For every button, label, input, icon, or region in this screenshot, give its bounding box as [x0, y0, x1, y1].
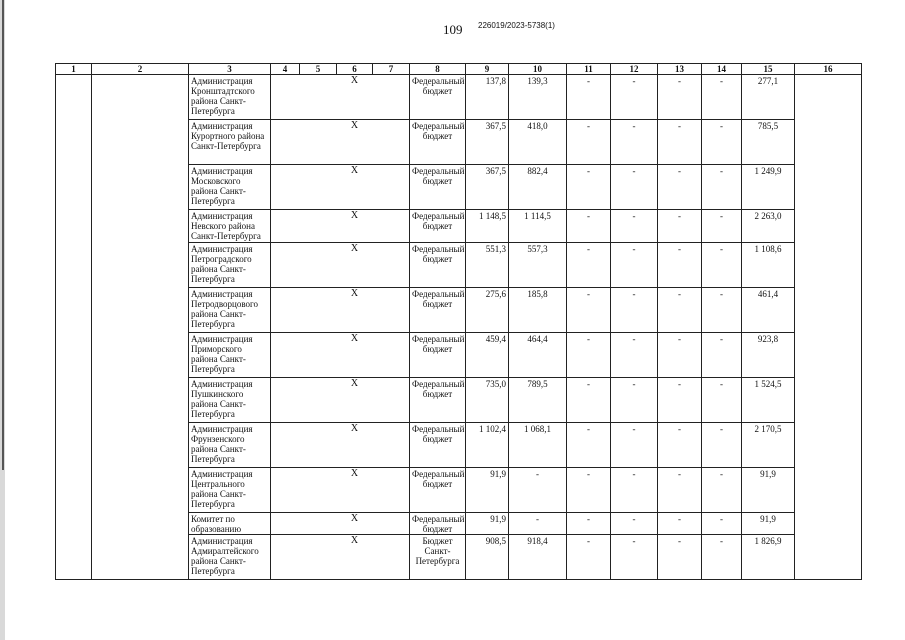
value-cell: -: [611, 423, 658, 468]
empty-cell: [92, 165, 189, 210]
empty-cell: [795, 210, 862, 243]
funding-source-cell: Федеральный бюджет: [410, 165, 466, 210]
value-cell: -: [611, 535, 658, 580]
value-cell: -: [658, 513, 702, 535]
value-cell: -: [658, 210, 702, 243]
value-cell: -: [611, 513, 658, 535]
empty-cell: [795, 468, 862, 513]
empty-cell: [271, 120, 300, 165]
total-value-cell: 1 249,9: [742, 165, 795, 210]
value-cell: -: [611, 243, 658, 288]
table-row: [56, 468, 862, 513]
mark-cell: X: [337, 210, 373, 243]
mark-cell: X: [337, 513, 373, 535]
empty-cell: [795, 423, 862, 468]
column-header: 15: [742, 64, 795, 75]
table-row: [56, 378, 862, 423]
value-cell: -: [658, 468, 702, 513]
value-cell: 275,6: [466, 288, 509, 333]
value-cell: 464,4: [509, 333, 567, 378]
value-cell: -: [611, 468, 658, 513]
funding-source-cell: Федеральный бюджет: [410, 120, 466, 165]
value-cell: -: [611, 378, 658, 423]
funding-source-cell: Федеральный бюджет: [410, 243, 466, 288]
value-cell: -: [611, 210, 658, 243]
empty-cell: [271, 333, 300, 378]
empty-cell: [92, 288, 189, 333]
value-cell: 918,4: [509, 535, 567, 580]
funding-source-cell: Федеральный бюджет: [410, 288, 466, 333]
table-row: [56, 120, 862, 165]
document-id: 226019/2023-5738(1): [478, 21, 555, 30]
empty-cell: [56, 378, 92, 423]
table-row: [56, 535, 862, 580]
value-cell: -: [509, 468, 567, 513]
empty-cell: [300, 120, 337, 165]
mark-cell: X: [337, 75, 373, 120]
column-header: 1: [56, 64, 92, 75]
empty-cell: [795, 243, 862, 288]
empty-cell: [92, 75, 189, 120]
value-cell: -: [702, 535, 742, 580]
empty-cell: [373, 468, 410, 513]
empty-cell: [56, 210, 92, 243]
empty-cell: [795, 165, 862, 210]
column-header: 13: [658, 64, 702, 75]
organisation-name-cell: Администрация Кронштадтского района Санкт-Петербурга: [189, 75, 271, 120]
value-cell: -: [509, 513, 567, 535]
value-cell: -: [658, 333, 702, 378]
funding-source-cell: Федеральный бюджет: [410, 210, 466, 243]
mark-cell: X: [337, 378, 373, 423]
mark-cell: X: [337, 535, 373, 580]
value-cell: 1 114,5: [509, 210, 567, 243]
value-cell: -: [702, 210, 742, 243]
value-cell: -: [702, 333, 742, 378]
value-cell: -: [567, 333, 611, 378]
value-cell: -: [658, 75, 702, 120]
column-header: 5: [300, 64, 337, 75]
table-row: [56, 210, 862, 243]
value-cell: -: [611, 288, 658, 333]
empty-cell: [271, 243, 300, 288]
empty-cell: [92, 423, 189, 468]
empty-cell: [795, 120, 862, 165]
value-cell: 91,9: [466, 468, 509, 513]
empty-cell: [373, 535, 410, 580]
page-number: 109: [443, 22, 463, 37]
table-row: [56, 288, 862, 333]
empty-cell: [56, 288, 92, 333]
funding-source-cell: Федеральный бюджет: [410, 513, 466, 535]
value-cell: 735,0: [466, 378, 509, 423]
value-cell: -: [567, 75, 611, 120]
total-value-cell: 2 170,5: [742, 423, 795, 468]
value-cell: -: [567, 468, 611, 513]
value-cell: -: [567, 535, 611, 580]
empty-cell: [92, 513, 189, 535]
empty-cell: [92, 378, 189, 423]
value-cell: -: [567, 423, 611, 468]
empty-cell: [795, 288, 862, 333]
organisation-name-cell: Администрация Невского района Санкт-Петербурга: [189, 210, 271, 243]
table-row: [56, 165, 862, 210]
column-header: 2: [92, 64, 189, 75]
column-header: 16: [795, 64, 862, 75]
funding-source-cell: Бюджет Санкт-Петербурга: [410, 535, 466, 580]
funding-source-cell: Федеральный бюджет: [410, 378, 466, 423]
empty-cell: [795, 513, 862, 535]
total-value-cell: 91,9: [742, 468, 795, 513]
value-cell: -: [658, 120, 702, 165]
column-header: 7: [373, 64, 410, 75]
organisation-name-cell: Администрация Адмиралтейского района Санкт-Петербурга: [189, 535, 271, 580]
empty-cell: [271, 378, 300, 423]
empty-cell: [300, 535, 337, 580]
value-cell: -: [567, 165, 611, 210]
empty-cell: [373, 288, 410, 333]
value-cell: 1 068,1: [509, 423, 567, 468]
value-cell: -: [702, 288, 742, 333]
value-cell: 459,4: [466, 333, 509, 378]
value-cell: -: [611, 75, 658, 120]
mark-cell: X: [337, 120, 373, 165]
value-cell: -: [702, 378, 742, 423]
empty-cell: [300, 513, 337, 535]
empty-cell: [92, 210, 189, 243]
empty-cell: [92, 468, 189, 513]
empty-cell: [92, 120, 189, 165]
value-cell: 137,8: [466, 75, 509, 120]
value-cell: -: [702, 243, 742, 288]
organisation-name-cell: Администрация Петродворцового района Санкт-Петербурга: [189, 288, 271, 333]
organisation-name-cell: Администрация Московского района Санкт-Петербурга: [189, 165, 271, 210]
empty-cell: [92, 535, 189, 580]
value-cell: -: [611, 333, 658, 378]
empty-cell: [373, 243, 410, 288]
column-header: 8: [410, 64, 466, 75]
mark-cell: X: [337, 288, 373, 333]
budget-table: [55, 63, 862, 580]
organisation-name-cell: Администрация Фрунзенского района Санкт-Петербурга: [189, 423, 271, 468]
value-cell: -: [567, 513, 611, 535]
total-value-cell: 277,1: [742, 75, 795, 120]
value-cell: -: [658, 378, 702, 423]
empty-cell: [795, 378, 862, 423]
empty-cell: [373, 378, 410, 423]
empty-cell: [300, 423, 337, 468]
empty-cell: [300, 243, 337, 288]
column-header: 11: [567, 64, 611, 75]
empty-cell: [300, 333, 337, 378]
funding-source-cell: Федеральный бюджет: [410, 468, 466, 513]
empty-cell: [373, 513, 410, 535]
empty-cell: [56, 468, 92, 513]
empty-cell: [300, 468, 337, 513]
column-header: 6: [337, 64, 373, 75]
value-cell: -: [567, 210, 611, 243]
total-value-cell: 1 524,5: [742, 378, 795, 423]
funding-source-cell: Федеральный бюджет: [410, 75, 466, 120]
empty-cell: [795, 535, 862, 580]
column-header: 12: [611, 64, 658, 75]
empty-cell: [300, 75, 337, 120]
table-row: [56, 513, 862, 535]
empty-cell: [56, 120, 92, 165]
value-cell: -: [658, 165, 702, 210]
value-cell: 557,3: [509, 243, 567, 288]
column-header: 14: [702, 64, 742, 75]
value-cell: -: [702, 513, 742, 535]
value-cell: -: [658, 288, 702, 333]
value-cell: 789,5: [509, 378, 567, 423]
empty-cell: [271, 288, 300, 333]
table-row: [56, 333, 862, 378]
empty-cell: [795, 333, 862, 378]
value-cell: 367,5: [466, 165, 509, 210]
column-header: 9: [466, 64, 509, 75]
value-cell: -: [567, 378, 611, 423]
empty-cell: [795, 75, 862, 120]
column-header-row: [56, 64, 862, 75]
value-cell: 367,5: [466, 120, 509, 165]
empty-cell: [300, 288, 337, 333]
empty-cell: [56, 535, 92, 580]
empty-cell: [271, 165, 300, 210]
empty-cell: [56, 333, 92, 378]
table-row: [56, 423, 862, 468]
empty-cell: [373, 423, 410, 468]
table-row: [56, 243, 862, 288]
mark-cell: X: [337, 333, 373, 378]
value-cell: 882,4: [509, 165, 567, 210]
organisation-name-cell: Администрация Курортного района Санкт-Петербурга: [189, 120, 271, 165]
mark-cell: X: [337, 468, 373, 513]
value-cell: 1 148,5: [466, 210, 509, 243]
total-value-cell: 461,4: [742, 288, 795, 333]
empty-cell: [92, 243, 189, 288]
total-value-cell: 1 826,9: [742, 535, 795, 580]
organisation-name-cell: Администрация Центрального района Санкт-Петербурга: [189, 468, 271, 513]
organisation-name-cell: Администрация Петроградского района Санкт-Петербурга: [189, 243, 271, 288]
organisation-name-cell: Администрация Пушкинского района Санкт-Петербурга: [189, 378, 271, 423]
value-cell: -: [658, 243, 702, 288]
total-value-cell: 2 263,0: [742, 210, 795, 243]
empty-cell: [56, 165, 92, 210]
organisation-name-cell: Комитет по образованию: [189, 513, 271, 535]
value-cell: 91,9: [466, 513, 509, 535]
empty-cell: [56, 75, 92, 120]
value-cell: -: [658, 535, 702, 580]
empty-cell: [271, 75, 300, 120]
organisation-name-cell: Администрация Приморского района Санкт-Петербурга: [189, 333, 271, 378]
empty-cell: [373, 75, 410, 120]
value-cell: -: [702, 165, 742, 210]
value-cell: -: [567, 288, 611, 333]
total-value-cell: 785,5: [742, 120, 795, 165]
empty-cell: [373, 120, 410, 165]
table-body: [56, 75, 862, 580]
column-header: 4: [271, 64, 300, 75]
column-header: 3: [189, 64, 271, 75]
mark-cell: X: [337, 423, 373, 468]
empty-cell: [271, 513, 300, 535]
value-cell: 185,8: [509, 288, 567, 333]
total-value-cell: 91,9: [742, 513, 795, 535]
value-cell: -: [702, 120, 742, 165]
value-cell: -: [702, 75, 742, 120]
value-cell: 139,3: [509, 75, 567, 120]
column-header: 10: [509, 64, 567, 75]
value-cell: 908,5: [466, 535, 509, 580]
value-cell: 1 102,4: [466, 423, 509, 468]
table-row: [56, 75, 862, 120]
funding-source-cell: Федеральный бюджет: [410, 423, 466, 468]
empty-cell: [271, 535, 300, 580]
value-cell: -: [702, 468, 742, 513]
empty-cell: [300, 378, 337, 423]
empty-cell: [56, 513, 92, 535]
empty-cell: [56, 243, 92, 288]
value-cell: -: [611, 165, 658, 210]
funding-source-cell: Федеральный бюджет: [410, 333, 466, 378]
scan-edge-line: [2, 0, 4, 470]
empty-cell: [56, 423, 92, 468]
value-cell: -: [567, 243, 611, 288]
empty-cell: [300, 210, 337, 243]
empty-cell: [271, 423, 300, 468]
empty-cell: [373, 165, 410, 210]
value-cell: 551,3: [466, 243, 509, 288]
total-value-cell: 1 108,6: [742, 243, 795, 288]
value-cell: 418,0: [509, 120, 567, 165]
value-cell: -: [702, 423, 742, 468]
empty-cell: [271, 210, 300, 243]
total-value-cell: 923,8: [742, 333, 795, 378]
empty-cell: [271, 468, 300, 513]
empty-cell: [373, 333, 410, 378]
mark-cell: X: [337, 243, 373, 288]
empty-cell: [373, 210, 410, 243]
empty-cell: [300, 165, 337, 210]
value-cell: -: [611, 120, 658, 165]
value-cell: -: [567, 120, 611, 165]
empty-cell: [92, 333, 189, 378]
value-cell: -: [658, 423, 702, 468]
mark-cell: X: [337, 165, 373, 210]
